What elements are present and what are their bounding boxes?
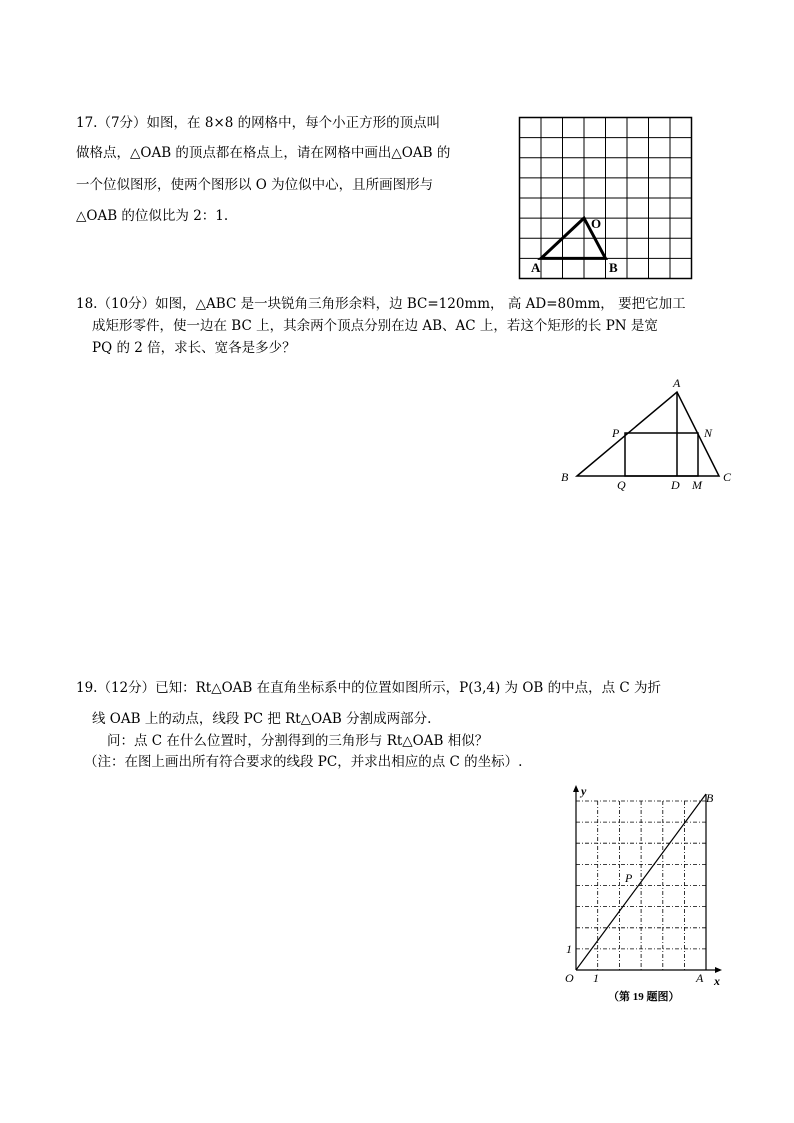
q18-triangle-figure [555,372,745,494]
label-q: Q [617,478,626,492]
label-y: y [581,784,587,798]
figure-caption: （第 19 题图） [608,991,680,1003]
label-b: B [561,470,569,484]
label-a: A [696,971,704,985]
q17-line-4: △OAB 的位似比为 2：1. [76,208,229,224]
label-a: A [673,376,681,390]
label-o: O [565,971,574,985]
q19-line-4: （注：在图上画出所有符合要求的线段 PC，并求出相应的点 C 的坐标）. [84,754,523,770]
q17-grid-figure [512,112,702,282]
label-a: A [531,260,541,275]
q17-line-1: 17.（7分）如图，在 8×8 的网格中，每个小正方形的顶点叫 [76,115,441,131]
q17-line-3: 一个位似图形，使两个图形以 O 为位似中心，且所画图形与 [76,177,434,193]
x-axis-arrow-icon [715,967,722,973]
label-one-x: 1 [593,971,599,985]
rectangle-pnmq [625,433,698,476]
label-o: O [591,216,602,231]
q17-line-2: 做格点，△OAB 的顶点都在格点上，请在网格中画出△OAB 的 [76,145,451,161]
label-d: D [671,478,680,492]
label-p: P [612,426,620,440]
label-m: M [692,478,702,492]
label-b: B [609,260,618,275]
dashed-grid [576,801,706,970]
q19-line-1: 19.（12分）已知：Rt△OAB 在直角坐标系中的位置如图所示，P(3,4) 为 OB 的中点，点 C 为折 [76,680,662,696]
q19-coordinate-figure [560,782,728,1007]
label-n: N [704,426,713,440]
label-one-y: 1 [566,942,572,956]
q18-line-3: PQ 的 2 倍，求长、宽各是多少？ [92,340,296,356]
label-p: P [625,871,633,885]
label-b: B [706,791,714,805]
q19-line-3: 问：点 C 在什么位置时，分割得到的三角形与 Rt△OAB 相似？ [107,733,489,749]
q18-line-2: 成矩形零件，使一边在 BC 上，其余两个顶点分别在边 AB、AC 上，若这个矩形的长 PN 是宽 [92,318,658,334]
label-c: C [723,470,732,484]
q19-line-2: 线 OAB 上的动点，线段 PC 把 Rt△OAB 分割成两部分. [92,711,432,727]
label-x: x [714,974,720,988]
y-axis-arrow-icon [573,785,579,792]
q18-line-1: 18.（10分）如图，△ABC 是一块锐角三角形余料，边 BC=120mm， 高 AD=80mm， 要把它加工 [76,296,686,312]
